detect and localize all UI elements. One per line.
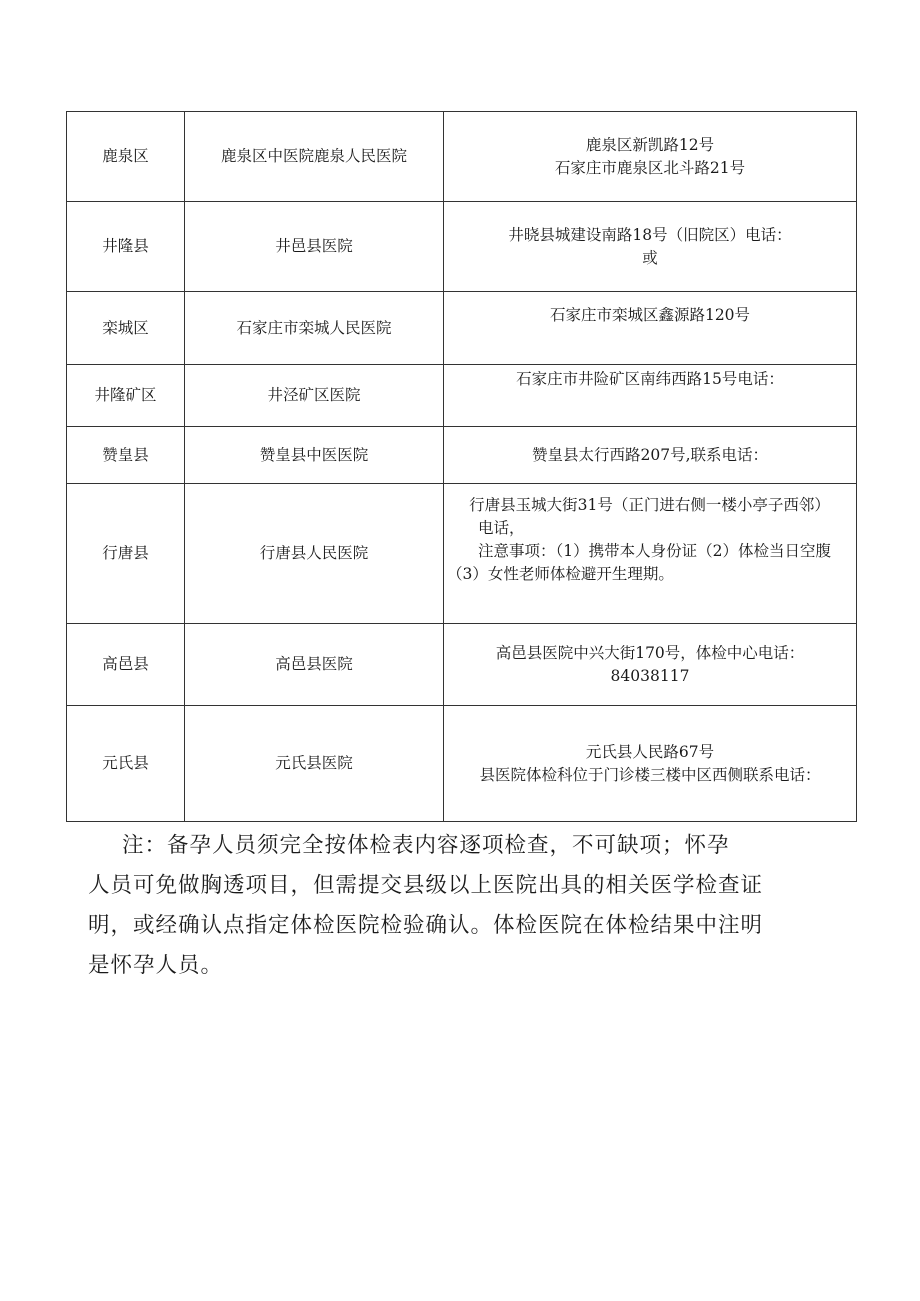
footnote-line: 是怀孕人员。 [88, 953, 224, 978]
table-row [67, 112, 857, 202]
hospital-table [66, 111, 857, 822]
table-row [67, 706, 857, 822]
county-cell: 栾城区 [67, 292, 185, 365]
address-line: 石家庄市栾城区鑫源路120号 [549, 306, 751, 324]
county-cell: 元氏县 [67, 706, 185, 822]
table-row [67, 365, 857, 427]
county-cell: 井隆县 [67, 202, 185, 292]
hospital-cell: 井泾矿区医院 [185, 365, 444, 427]
hospital-cell: 井邑县医院 [185, 202, 444, 292]
hospital-cell: 元氏县医院 [185, 706, 444, 822]
address-line: 石家庄市鹿泉区北斗路21号 [554, 158, 746, 177]
address-line: 电话， [478, 519, 525, 537]
county-cell: 鹿泉区 [67, 112, 185, 202]
address-cell [444, 484, 857, 624]
footnote-line: 注：备孕人员须完全按体检表内容逐项检查，不可缺项；怀孕 [122, 833, 730, 858]
address-line: 注意事项：（1）携带本人身份证（2）体检当日空腹（3）女性老师体检避开生理期。 [447, 542, 831, 583]
address-line: 或 [642, 248, 658, 267]
county-cell: 井隆矿区 [67, 365, 185, 427]
address-cell [444, 292, 857, 365]
address-cell [444, 112, 857, 202]
hospital-cell: 赞皇县中医医院 [185, 427, 444, 484]
address-line: 赞皇县太行西路207号,联系电话： [531, 445, 768, 464]
footnote-line: 明，或经确认点指定体检医院检验确认。体检医院在体检结果中注明 [88, 913, 764, 938]
hospital-cell: 行唐县人民医院 [185, 484, 444, 624]
hospital-cell: 鹿泉区中医院鹿泉人民医院 [185, 112, 444, 202]
table-row [67, 624, 857, 706]
address-line: 石家庄市井险矿区南纬西路15号电话： [516, 370, 784, 388]
county-cell: 高邑县 [67, 624, 185, 706]
address-line: 井晓县城建设南路18号（旧院区）电话： [508, 225, 792, 244]
hospital-cell: 石家庄市栾城人民医院 [185, 292, 444, 365]
county-cell: 行唐县 [67, 484, 185, 624]
footnote [88, 826, 848, 986]
footnote-line: 人员可免做胸透项目，但需提交县级以上医院出具的相关医学检查证 [88, 873, 764, 898]
address-cell [444, 365, 857, 427]
address-cell [444, 202, 857, 292]
address-line: 鹿泉区新凯路12号 [585, 135, 715, 154]
table-row [67, 427, 857, 484]
address-cell [444, 706, 857, 822]
county-cell: 赞皇县 [67, 427, 185, 484]
address-cell [444, 624, 857, 706]
hospital-cell: 高邑县医院 [185, 624, 444, 706]
address-line: 84038117 [610, 666, 690, 685]
address-line: 元氏县人民路67号 [585, 742, 715, 761]
table-row [67, 292, 857, 365]
address-cell [444, 427, 857, 484]
address-line: 县医院体检科位于门诊楼三楼中区西侧联系电话： [479, 765, 821, 784]
address-line: 高邑县医院中兴大街170号，体检中心电话： [495, 643, 805, 662]
address-line: 行唐县玉城大街31号（正门进右侧一楼小亭子西邻） [469, 496, 830, 514]
table-row [67, 202, 857, 292]
table-row [67, 484, 857, 624]
